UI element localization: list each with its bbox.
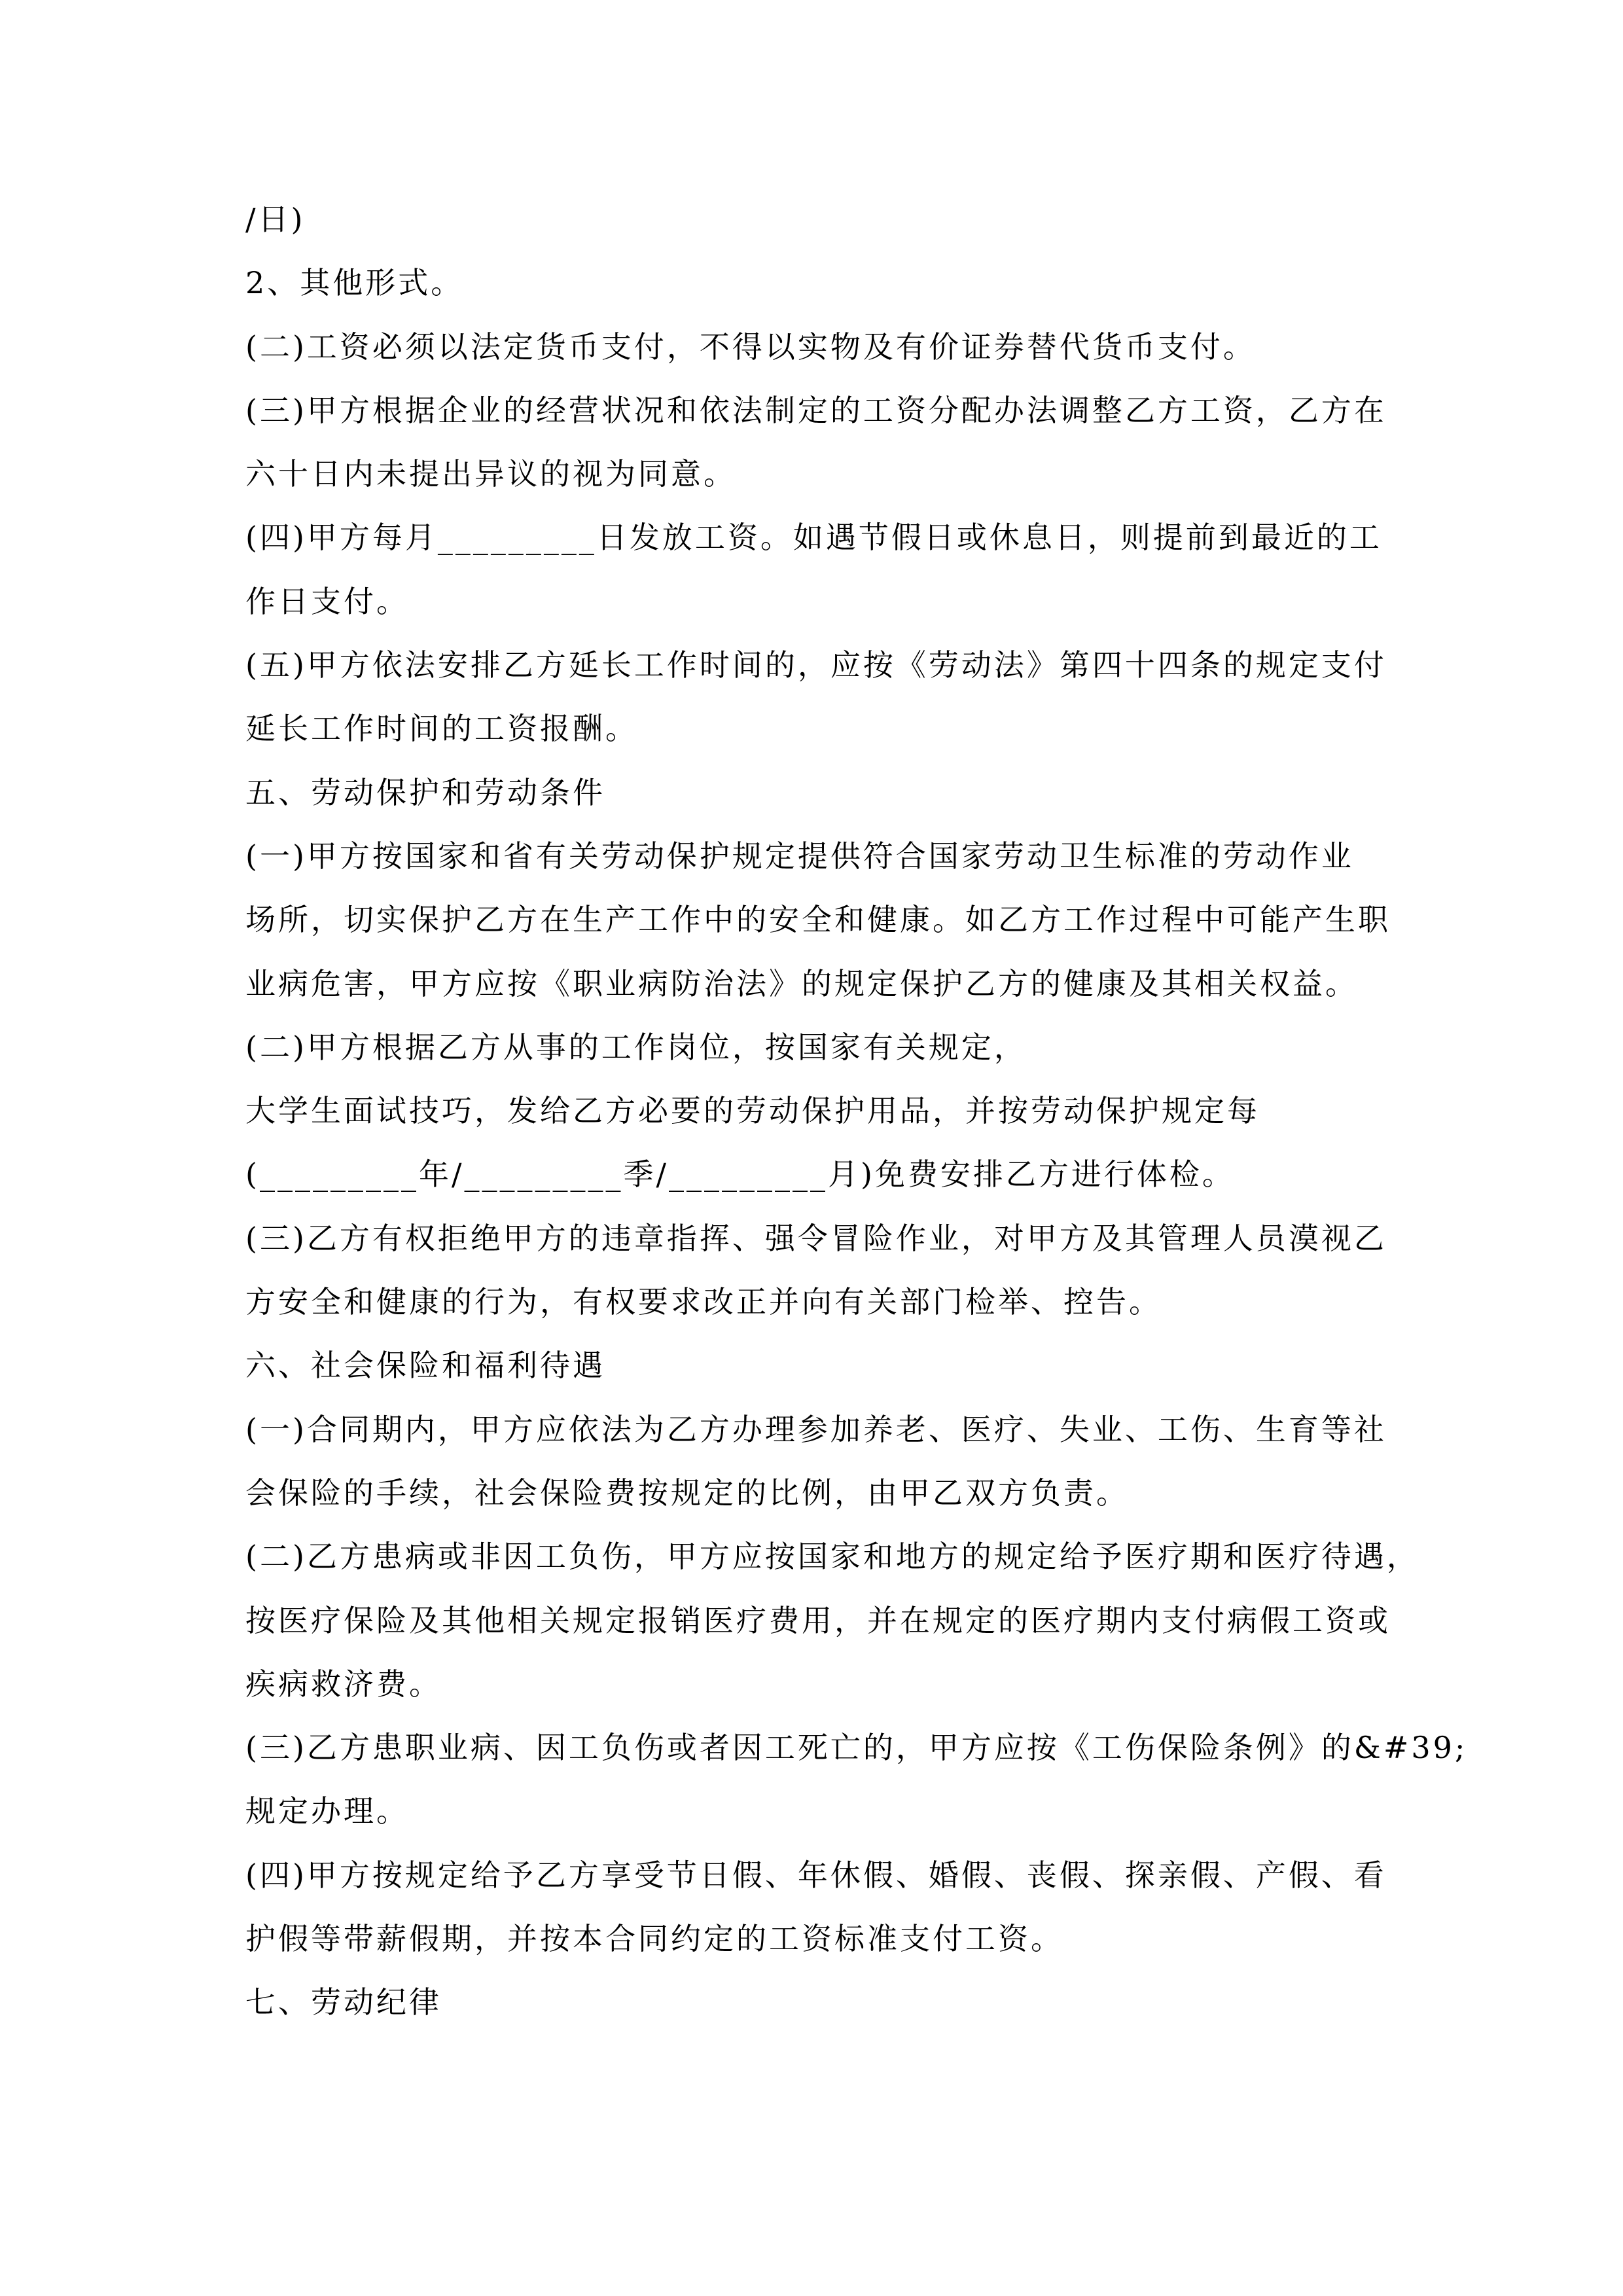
text-line: (三)乙方患职业病、因工负伤或者因工死亡的，甲方应按《工伤保险条例》的&#39; [245, 1730, 1468, 1766]
text-line: 业病危害，甲方应按《职业病防治法》的规定保护乙方的健康及其相关权益。 [245, 965, 1358, 1001]
text-line: 六十日内未提出异议的视为同意。 [245, 456, 736, 492]
text-line: 作日支付。 [245, 583, 409, 619]
text-line: 会保险的手续，社会保险费按规定的比例，由甲乙双方负责。 [245, 1475, 1129, 1511]
section-heading: 五、劳动保护和劳动条件 [245, 774, 605, 810]
text-line: (四)甲方按规定给予乙方享受节日假、年休假、婚假、丧假、探亲假、产假、看 [245, 1857, 1387, 1893]
section-heading: 六、社会保险和福利待遇 [245, 1348, 605, 1384]
text-line: 规定办理。 [245, 1793, 409, 1829]
text-line: 按医疗保险及其他相关规定报销医疗费用，并在规定的医疗期内支付病假工资或 [245, 1602, 1391, 1638]
text-line: 延长工作时间的工资报酬。 [245, 711, 638, 747]
text-line: (二)工资必须以法定货币支付，不得以实物及有价证券替代货币支付。 [245, 329, 1256, 365]
text-line: 护假等带薪假期，并按本合同约定的工资标准支付工资。 [245, 1921, 1063, 1957]
text-line: 方安全和健康的行为，有权要求改正并向有关部门检举、控告。 [245, 1284, 1162, 1320]
text-line: (四)甲方每月_________日发放工资。如遇节假日或休息日，则提前到最近的工 [245, 520, 1382, 556]
text-line: 2、其他形式。 [245, 265, 464, 301]
text-line: 疾病救济费。 [245, 1666, 442, 1702]
text-line: (三)乙方有权拒绝甲方的违章指挥、强令冒险作业，对甲方及其管理人员漠视乙 [245, 1220, 1387, 1256]
text-line: (一)甲方按国家和省有关劳动保护规定提供符合国家劳动卫生标准的劳动作业 [245, 838, 1354, 874]
text-line: 场所，切实保护乙方在生产工作中的安全和健康。如乙方工作过程中可能产生职 [245, 902, 1391, 938]
section-heading: 七、劳动纪律 [245, 1984, 442, 2020]
text-line: (一)合同期内，甲方应依法为乙方办理参加养老、医疗、失业、工伤、生育等社 [245, 1411, 1387, 1447]
text-line: (_________年/_________季/_________月)免费安排乙方进行体检。 [245, 1157, 1235, 1193]
text-line: (二)甲方根据乙方从事的工作岗位，按国家有关规定， [245, 1029, 1027, 1065]
text-line: (三)甲方根据企业的经营状况和依法制定的工资分配办法调整乙方工资，乙方在 [245, 392, 1387, 428]
text-line: (二)乙方患病或非因工负伤，甲方应按国家和地方的规定给予医疗期和医疗待遇， [245, 1539, 1419, 1575]
text-line: (五)甲方依法安排乙方延长工作时间的，应按《劳动法》第四十四条的规定支付 [245, 647, 1387, 683]
contract-body [245, 196, 1468, 2026]
text-line: 大学生面试技巧，发给乙方必要的劳动保护用品，并按劳动保护规定每 [245, 1093, 1260, 1129]
text-line: /日) [245, 202, 306, 237]
